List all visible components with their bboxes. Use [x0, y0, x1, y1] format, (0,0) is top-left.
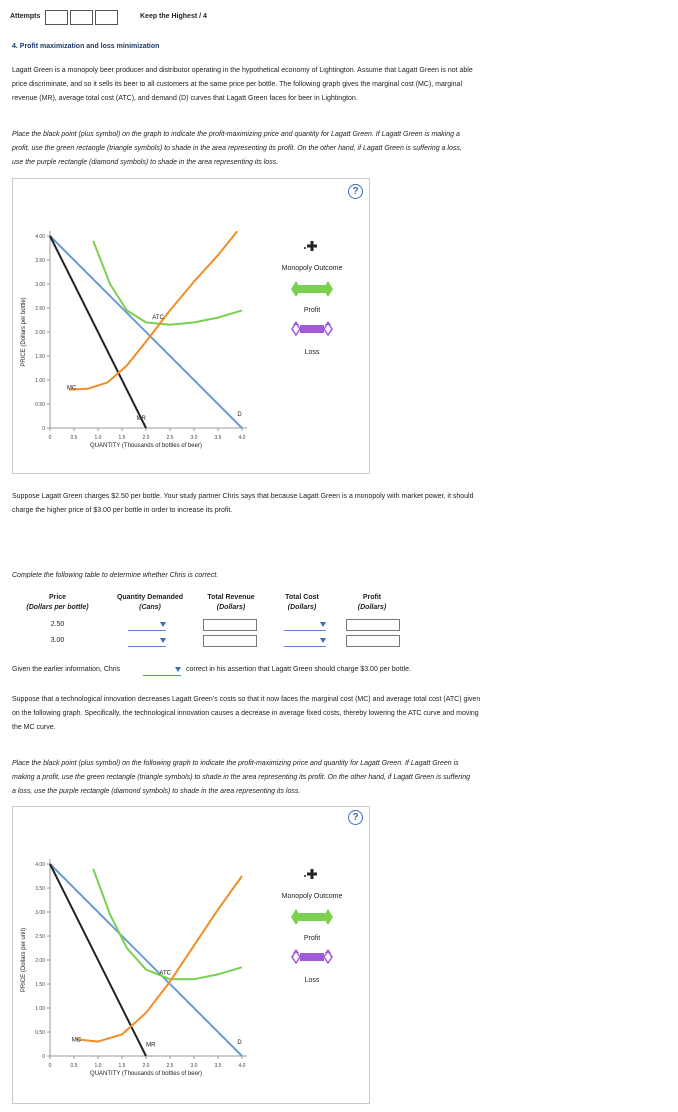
- attempt-box-3: [95, 10, 118, 25]
- y-tick-label: 1.50: [35, 982, 45, 988]
- chevron-down-icon: [320, 622, 326, 627]
- instructions2-line-2: making a profit, use the green rectangle (triangle symbols) to shade in the area representing its profit. On the other hand, if Lagatt Green is suffering: [12, 774, 470, 781]
- series-mr-curve: [50, 864, 146, 1056]
- instructions1-line-3: use the purple rectangle (diamond symbols) to shade in the area representing its loss.: [12, 159, 279, 166]
- graph-panel-1: [12, 178, 370, 474]
- x-tick-label: 2.5: [166, 1063, 174, 1069]
- x-tick-label: 3.5: [214, 435, 222, 441]
- scenario-line-1: Suppose Lagatt Green charges $2.50 per bottle. Your study partner Chris says that because Lagatt Green is a monopoly with market power, it should: [12, 493, 474, 500]
- legend-loss-label-2: Loss: [304, 977, 320, 984]
- curve-label-atc: ATC: [152, 315, 164, 322]
- col-header-price-label: Price: [48, 594, 67, 601]
- series-mc-curve: [76, 876, 242, 1042]
- loss-diamond-icon[interactable]: [292, 949, 332, 963]
- legend-loss-label-1: Loss: [304, 349, 320, 356]
- tech-line-2: on the following graph. Specifically, the technological innovation causes a decrease in average fixed costs, thereby lowering the ATC curve and moving: [12, 710, 479, 717]
- x-tick-label: 2.5: [166, 435, 174, 441]
- curve-label-mc: MC: [71, 1037, 82, 1044]
- instructions1-line-2: profit, use the green rectangle (triangle symbols) to shade in the area representing its profit. On the other hand, if Lagatt Green is suffering a loss,: [12, 145, 462, 152]
- y-tick-label: 3.00: [35, 910, 45, 916]
- curve-label-d: D: [237, 412, 242, 418]
- monopoly-outcome-plus-icon[interactable]: [304, 869, 317, 879]
- curve-label-mr: MR: [146, 1042, 156, 1049]
- y-axis-title: PRICE (Dollars per bottle): [21, 297, 27, 367]
- row2-profit-input[interactable]: [346, 635, 400, 647]
- series-d-curve: [50, 236, 242, 428]
- row2-price: 3.00: [50, 637, 65, 644]
- col-header-profit-unit: (Dollars): [357, 604, 387, 611]
- x-tick-label: 0.5: [70, 1063, 78, 1069]
- series-mc-curve: [69, 231, 237, 389]
- legend-outcome-label-1: Monopoly Outcome: [281, 265, 343, 272]
- attempts-label: Attempts: [10, 13, 41, 20]
- x-tick-label: 0: [48, 435, 52, 441]
- col-header-revenue-unit: (Dollars): [216, 604, 246, 611]
- row1-revenue-input[interactable]: [203, 619, 257, 631]
- chevron-down-icon: [160, 638, 166, 643]
- legend-1: [263, 239, 353, 364]
- curve-label-d: D: [237, 1040, 242, 1046]
- chevron-down-icon: [175, 667, 181, 672]
- loss-diamond-icon[interactable]: [292, 321, 332, 335]
- instructions1-line-1: Place the black point (plus symbol) on the graph to indicate the profit-maximizing price and quantity for Lagatt Green. If Lagatt Green is making a: [12, 131, 460, 138]
- legend-profit-label-1: Profit: [303, 307, 321, 314]
- col-header-price: [10, 593, 105, 613]
- x-tick-label: 1.0: [94, 435, 102, 441]
- attempt-box-2: [70, 10, 93, 25]
- x-tick-label: 2.0: [142, 435, 150, 441]
- x-tick-label: 1.5: [118, 435, 126, 441]
- monopoly-outcome-plus-icon[interactable]: [304, 241, 317, 251]
- y-tick-label: 2.00: [35, 958, 45, 964]
- row2-revenue-input[interactable]: [203, 635, 257, 647]
- col-header-revenue-label: Total Revenue: [207, 594, 255, 601]
- curve-label-mr: MR: [136, 415, 146, 422]
- question-title: 4. Profit maximization and loss minimization: [12, 43, 160, 50]
- legend-shapes-2[interactable]: [263, 867, 353, 987]
- legend-outcome-label-2: Monopoly Outcome: [281, 893, 343, 900]
- col-header-cost: [268, 593, 336, 613]
- tech-line-1: Suppose that a technological innovation decreases Lagatt Green’s costs so that it now faces the marginal cost (MC) and average total cost (ATC) given: [12, 696, 481, 703]
- y-tick-label: 4.00: [35, 234, 45, 240]
- col-header-profit: [338, 593, 406, 613]
- chevron-down-icon: [320, 638, 326, 643]
- instructions2-line-3: a loss, use the purple rectangle (diamond symbols) to shade in the area representing its loss.: [12, 788, 301, 795]
- y-tick-label: 4.00: [35, 862, 45, 868]
- row1-price: 2.50: [50, 621, 65, 628]
- chevron-down-icon: [160, 622, 166, 627]
- row1-qty-dropdown[interactable]: [128, 619, 166, 631]
- series-atc-curve: [93, 869, 242, 979]
- help-icon[interactable]: ?: [348, 810, 363, 825]
- y-tick-label: 0.50: [35, 1030, 45, 1036]
- row1-cost-dropdown[interactable]: [284, 619, 326, 631]
- y-tick-label: 3.50: [35, 886, 45, 892]
- x-tick-label: 0: [48, 1063, 52, 1069]
- attempt-box-1: [45, 10, 68, 25]
- row2-qty-dropdown[interactable]: [128, 635, 166, 647]
- y-tick-label: 3.00: [35, 282, 45, 288]
- table-instruction: Complete the following table to determine whether Chris is correct.: [12, 572, 219, 579]
- help-icon[interactable]: ?: [348, 184, 363, 199]
- keep-highest-label: Keep the Highest / 4: [140, 13, 207, 20]
- y-tick-label: 1.50: [35, 354, 45, 360]
- instructions2-line-1: Place the black point (plus symbol) on the following graph to indicate the profit-maximizing price and quantity for Lagatt Green. If Lagatt Green is: [12, 760, 459, 767]
- x-axis-title: QUANTITY (Thousands of bottles of beer): [90, 1071, 202, 1077]
- scenario-line-2: charge the higher price of $3.00 per bottle in order to increase its profit.: [12, 507, 233, 514]
- x-tick-label: 3.0: [190, 435, 198, 441]
- x-tick-label: 3.0: [190, 1063, 198, 1069]
- y-tick-label: 0: [42, 426, 45, 432]
- profit-triangle-icon[interactable]: [291, 909, 333, 925]
- col-header-price-unit: (Dollars per bottle): [26, 604, 89, 611]
- col-header-qty-label: Quantity Demanded: [116, 594, 184, 601]
- col-header-revenue: [195, 593, 267, 613]
- curve-label-mc: MC: [66, 385, 77, 392]
- given-prefix: Given the earlier information, Chris: [12, 666, 121, 673]
- col-header-qty-unit: (Cans): [139, 604, 161, 611]
- intro-line-1: Lagatt Green is a monopoly beer producer and distributor operating in the hypothetical economy of Lightington. Assume that Lagatt Green is not able: [12, 67, 473, 74]
- given-suffix: correct in his assertion that Lagatt Green should charge $3.00 per bottle.: [186, 666, 411, 673]
- row2-cost-dropdown[interactable]: [284, 635, 326, 647]
- series-d-curve: [50, 864, 242, 1056]
- tech-line-3: the MC curve.: [12, 724, 56, 731]
- row1-profit-input[interactable]: [346, 619, 400, 631]
- x-tick-label: 1.5: [118, 1063, 126, 1069]
- legend-profit-label-2: Profit: [303, 935, 321, 942]
- col-header-qty: [105, 593, 195, 613]
- graph-panel-2: [12, 806, 370, 1104]
- x-axis-title: QUANTITY (Thousands of bottles of beer): [90, 443, 202, 449]
- col-header-profit-label: Profit: [362, 594, 382, 601]
- y-axis-title: PRICE (Dollars per unit): [21, 927, 27, 993]
- legend-2: [263, 867, 353, 992]
- x-tick-label: 4.0: [238, 1063, 246, 1069]
- col-header-cost-unit: (Dollars): [287, 604, 317, 611]
- y-tick-label: 2.00: [35, 330, 45, 336]
- x-tick-label: 1.0: [94, 1063, 102, 1069]
- series-mr-curve: [50, 236, 146, 428]
- y-tick-label: 3.50: [35, 258, 45, 264]
- intro-line-3: revenue (MR), average total cost (ATC), and demand (D) curves that Lagatt Green faces for beer in Lightington.: [12, 95, 358, 102]
- x-tick-label: 0.5: [70, 435, 78, 441]
- profit-triangle-icon[interactable]: [291, 281, 333, 297]
- x-tick-label: 4.0: [238, 435, 246, 441]
- y-tick-label: 0.50: [35, 402, 45, 408]
- legend-shapes-1[interactable]: [263, 239, 353, 359]
- curve-label-atc: ATC: [159, 970, 171, 977]
- chris-correct-dropdown[interactable]: [143, 664, 181, 676]
- col-header-cost-label: Total Cost: [285, 594, 319, 601]
- y-tick-label: 0: [42, 1054, 45, 1060]
- y-tick-label: 2.50: [35, 306, 45, 312]
- intro-line-2: price discriminate, and so it sells its beer to all customers at the same price per bottle. The following graph gives the marginal cost (MC), marginal: [12, 81, 463, 88]
- x-tick-label: 3.5: [214, 1063, 222, 1069]
- y-tick-label: 1.00: [35, 378, 45, 384]
- y-tick-label: 1.00: [35, 1006, 45, 1012]
- x-tick-label: 2.0: [142, 1063, 150, 1069]
- y-tick-label: 2.50: [35, 934, 45, 940]
